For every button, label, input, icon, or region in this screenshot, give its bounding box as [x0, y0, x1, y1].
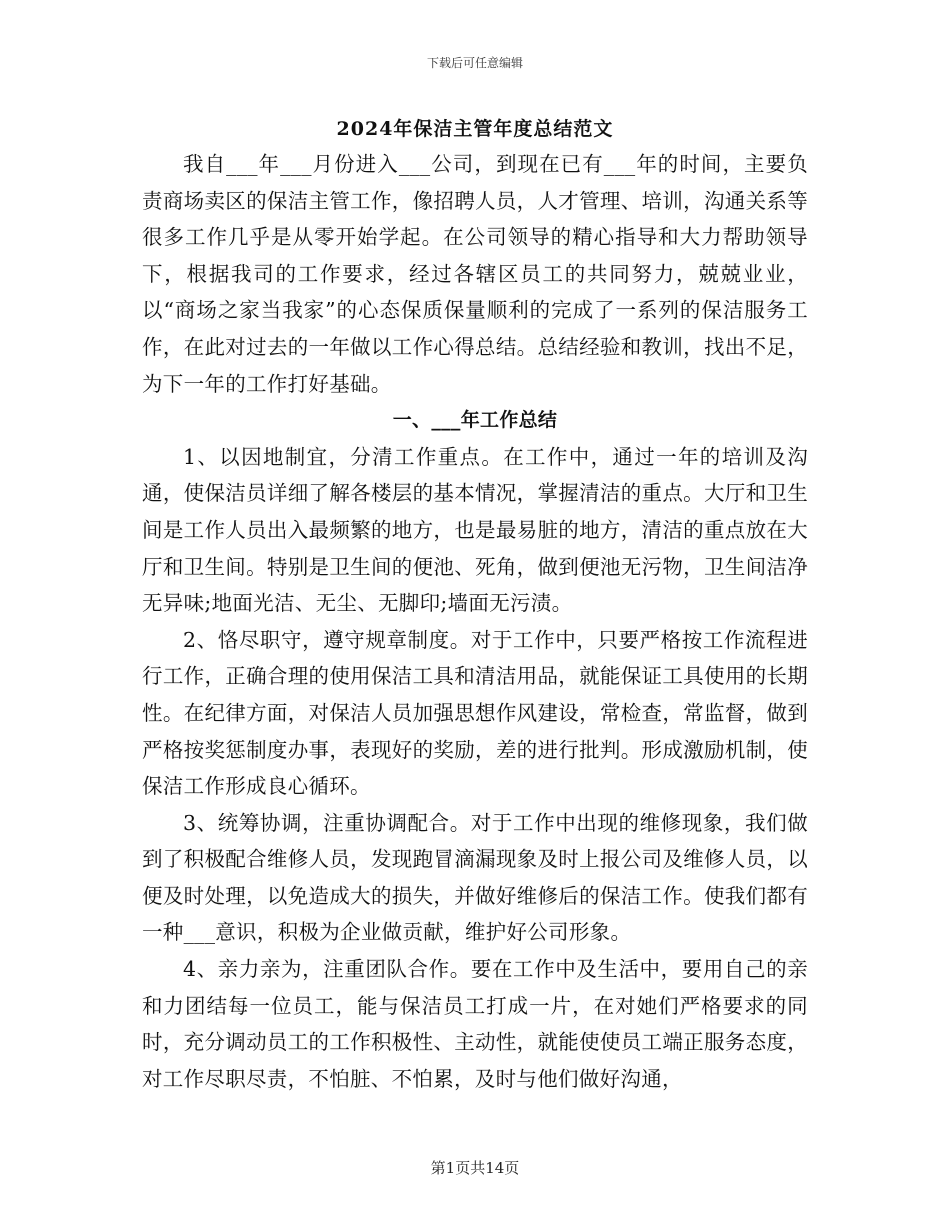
- paragraph-item-3: 3、统筹协调，注重协调配合。对于工作中出现的维修现象，我们做到了积极配合维修人员，发现跑冒滴漏现象及时上报公司及维修人员，以便及时处理，以免造成大的损失，并做好维修后的保洁工作。使我们都有一种___意识，积极为企业做贡献，维护好公司形象。: [142, 810, 808, 945]
- section-heading: 一、___年工作总结: [392, 409, 558, 432]
- page-number-footer: 第1页共14页: [430, 1159, 520, 1177]
- paragraph-item-4: 4、亲力亲为，注重团队合作。要在工作中及生活中，要用自己的亲和力团结每一位员工，能与保洁员工打成一片，在对她们严格要求的同时，充分调动员工的工作积极性、主动性，就能使使员工端正服务态度，对工作尽职尽责，不怕脏、不怕累，及时与他们做好沟通，: [142, 957, 808, 1091]
- paragraph-item-2: 2、恪尽职守，遵守规章制度。对于工作中，只要严格按工作流程进行工作，正确合理的使用保洁工具和清洁用品，就能保证工具使用的长期性。在纪律方面，对保洁人员加强思想作风建设，常检查，常监督，做到严格按奖惩制度办事，表现好的奖励，差的进行批判。形成激励机制，使保洁工作形成良心循环。: [142, 627, 808, 799]
- header-note: 下载后可任意编辑: [426, 56, 523, 70]
- document-body: [142, 146, 808, 1097]
- intro-paragraph: 我自___年___月份进入___公司，到现在已有___年的时间，主要负责商场卖区的保洁主管工作，像招聘人员，人才管理、培训，沟通关系等很多工作几乎是从零开始学起。在公司领导的精心指导和大力帮助领导下，根据我司的工作要求，经过各辖区员工的共同努力，兢兢业业，以“商场之家当我家”的心态保质保量顺利的完成了一系列的保洁服务工作，在此对过去的一年做以工作心得总结。总结经验和教训，找出不足，为下一年的工作打好基础。: [142, 152, 808, 396]
- document-title: 2024年保洁主管年度总结范文: [336, 118, 614, 140]
- paragraph-item-1: 1、以因地制宜，分清工作重点。在工作中，通过一年的培训及沟通，使保洁员详细了解各楼层的基本情况，掌握清洁的重点。大厅和卫生间是工作人员出入最频繁的地方，也是最易脏的地方，清洁的重点放在大厅和卫生间。特别是卫生间的便池、死角，做到便池无污物，卫生间洁净无异味;地面光洁、无尘、无脚印;墙面无污渍。: [142, 444, 808, 616]
